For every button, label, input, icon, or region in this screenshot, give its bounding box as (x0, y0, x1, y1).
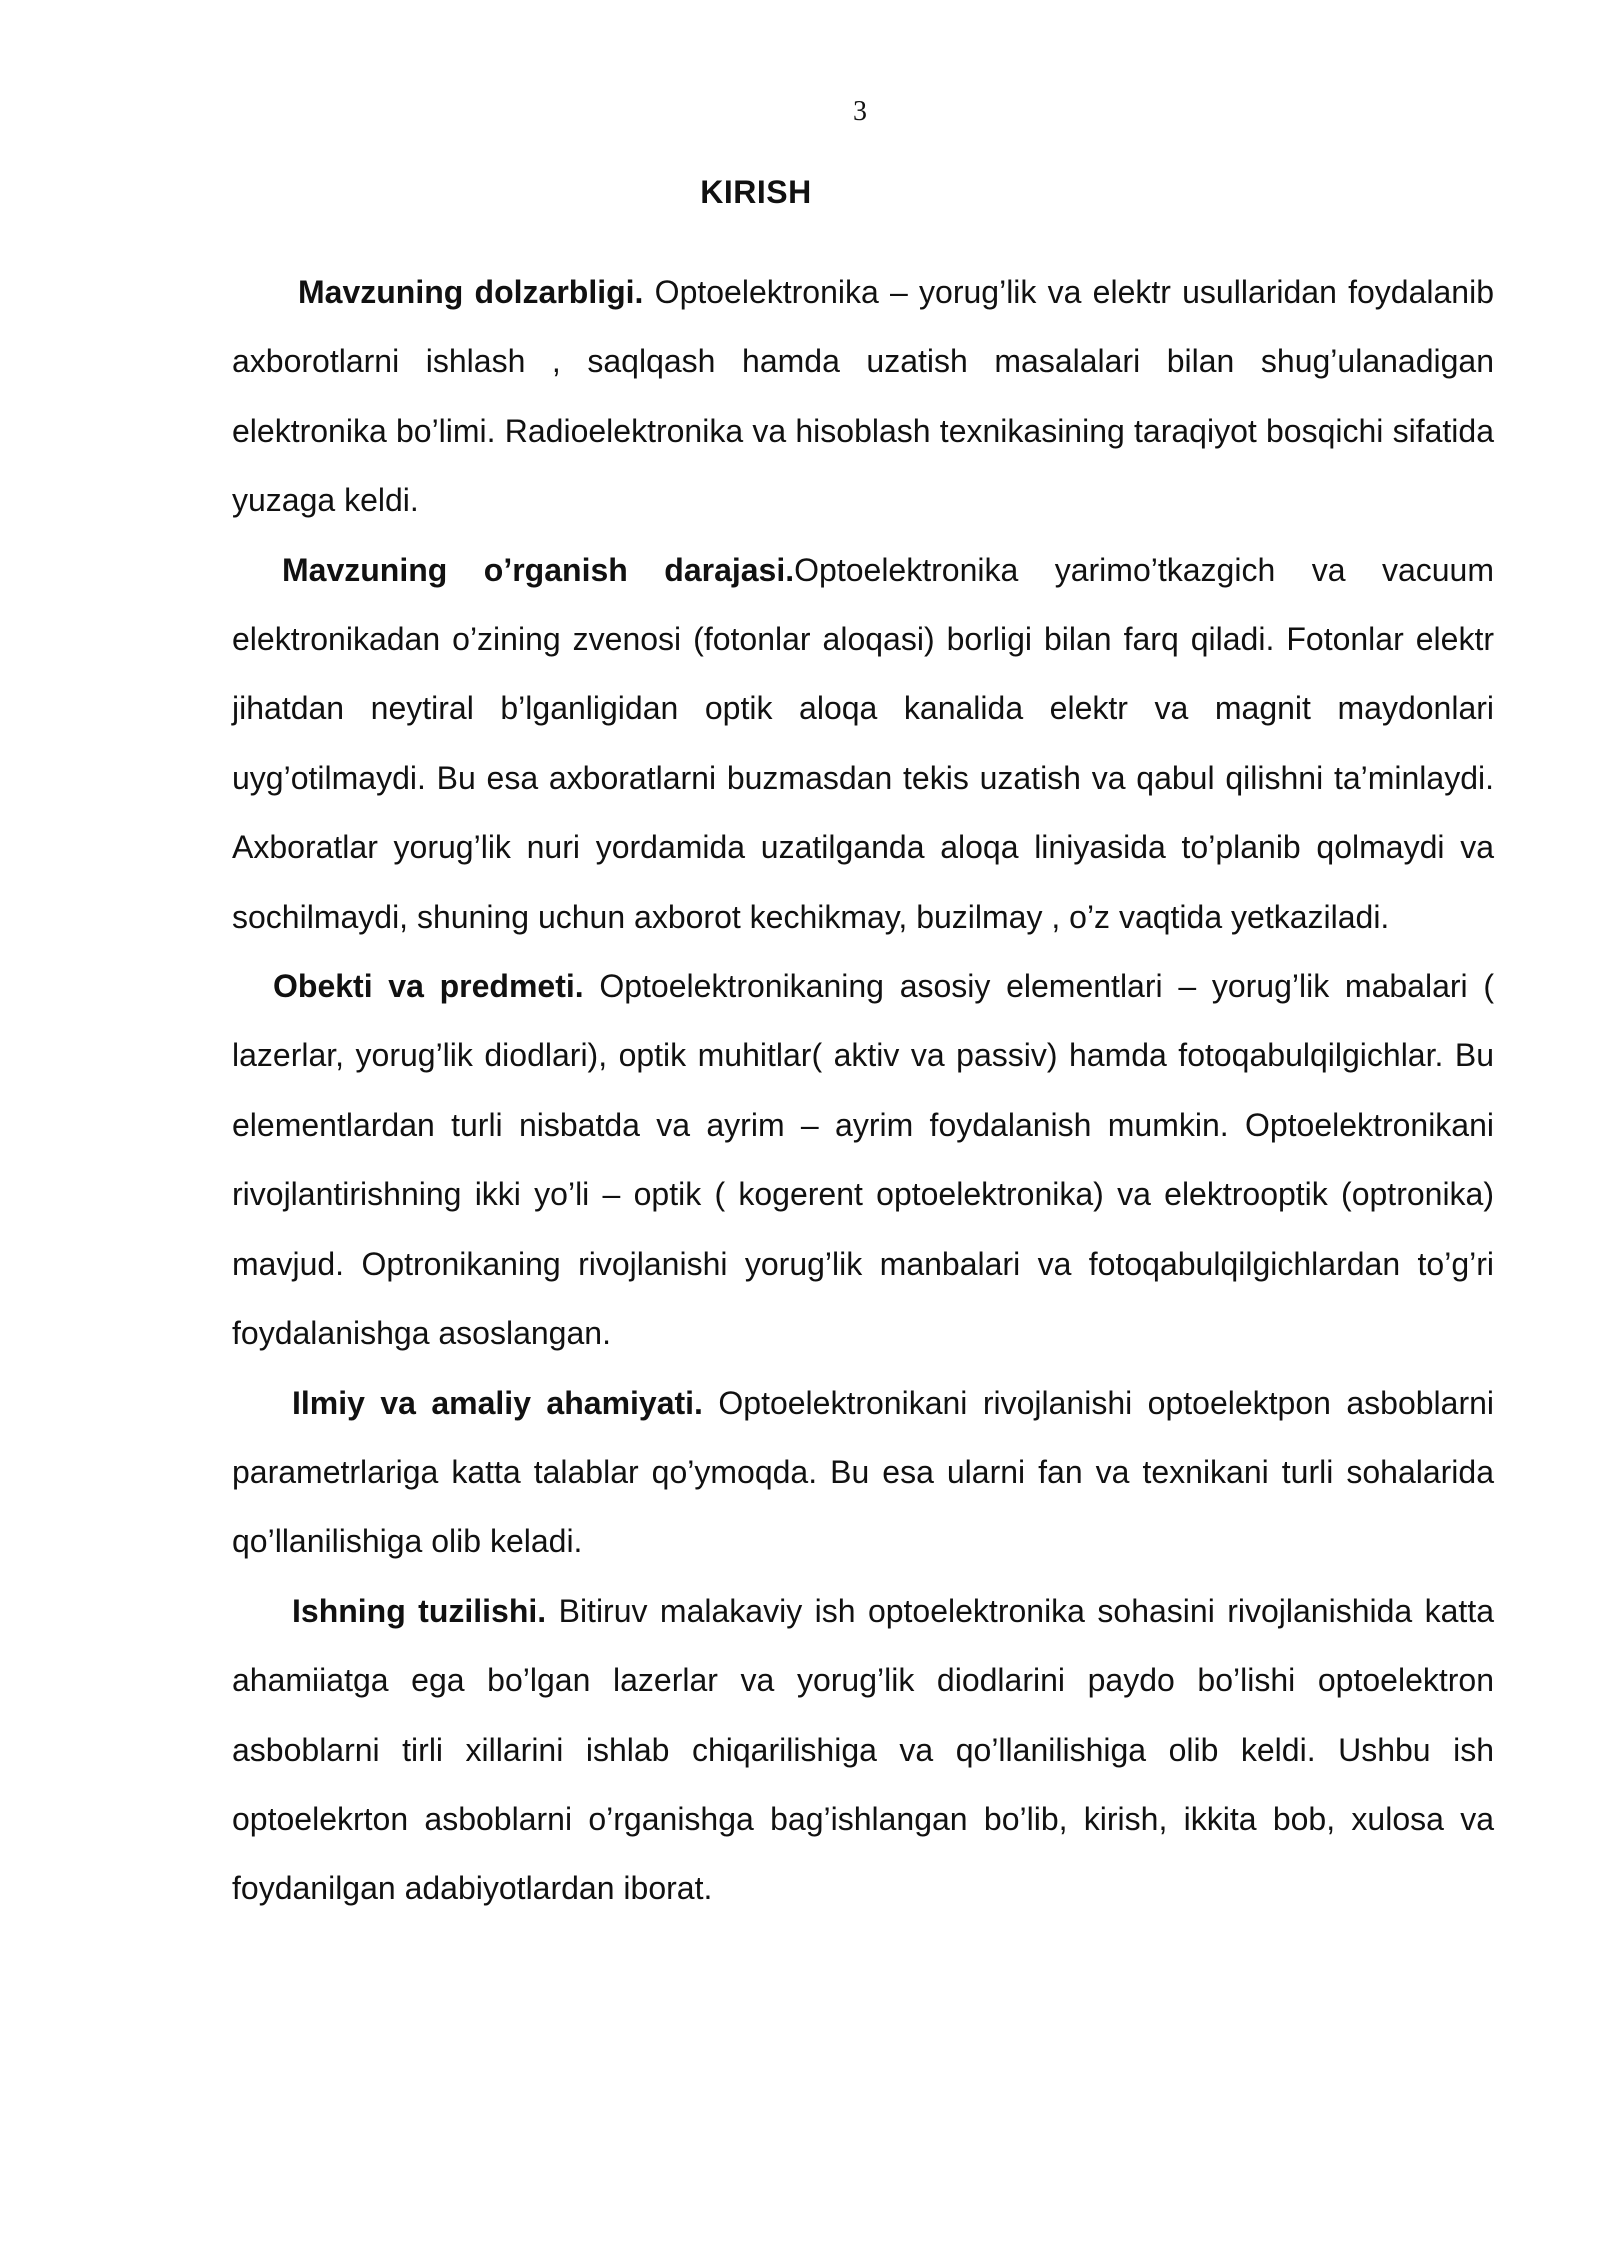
paragraph-text: Optoelektronikani rivojlanishi optoelektpon asboblarni parametrlariga katta talablar qo’ymoqda. Bu esa ularni fan va texnikani turli sohalarida qo’llanilishiga olib keladi. (232, 1384, 1495, 1560)
paragraph-text: Optoelektronika – yorug’lik va elektr usullaridan foydalanib axborotlarni ishlash , saqlqash hamda uzatish masalalari bilan shug’ulanadigan elektronika bo’limi. Radioelektronika va hisoblash texnikasining taraqiyot bosqichi sifatida yuzaga keldi. (232, 274, 1495, 519)
body-text (232, 258, 1494, 1924)
paragraph-title: Ilmiy va amaliy ahamiyati. (292, 1384, 703, 1421)
paragraph-study-level (232, 536, 1494, 952)
paragraph-relevance (232, 258, 1494, 536)
paragraph-text: Optoelektronika yarimo’tkazgich va vacuum elektronikadan o’zining zvenosi (fotonlar aloqasi) borligi bilan farq qiladi. Fotonlar elektr jihatdan neytiral b’lganligidan optik aloqa kanalida elektr va magnit maydonlari uyg’otilmaydi. Bu esa axboratlarni buzmasdan tekis uzatish va qabul qilishni ta’minlaydi. Axboratlar yorug’lik nuri yordamida uzatilganda aloqa liniyasida to’planib qolmaydi va sochilmaydi, shuning uchun axborot kechikmay, buzilmay , o’z vaqtida yetkaziladi. (232, 551, 1495, 935)
page-title: KIRISH (700, 174, 812, 210)
paragraph-text: Optoelektronikaning asosiy elementlari – yorug’lik mabalari ( lazerlar, yorug’lik diodlari), optik muhitlar( aktiv va passiv) hamda fotoqabulqilgichlar. Bu elementlardan turli nisbatda va ayrim – ayrim foydalanish mumkin. Optoelektronikani rivojlantirishning ikki yo’li – optik ( kogerent optoelektronika) va elektrooptik (optronika) mavjud. Optronikaning rivojlanishi yorug’lik manbalari va fotoqabulqilgichlardan to’g’ri foydalanishga asoslangan. (232, 968, 1495, 1352)
paragraph-title: Mavzuning o’rganish darajasi. (282, 551, 795, 588)
page-number: 3 (853, 96, 867, 127)
paragraph-structure (232, 1577, 1494, 1924)
paragraph-title: Mavzuning dolzarbligi. (298, 274, 644, 310)
paragraph-object-subject (232, 952, 1494, 1368)
paragraph-title: Obekti va predmeti. (273, 968, 584, 1005)
paragraph-text: Bitiruv malakaviy ish optoelektronika sohasini rivojlanishida katta ahamiiatga ega bo’lgan lazerlar va yorug’lik diodlarini paydo bo’lishi optoelektron asboblarni tirli xillarini ishlab chiqarilishiga va qo’llanilishiga olib keldi. Ushbu ish optoelekrton asboblarni o’rganishga bag’ishlangan bo’lib, kirish, ikkita bob, xulosa va foydanilgan adabiyotlardan iborat. (232, 1592, 1495, 1907)
paragraph-significance (232, 1369, 1494, 1577)
paragraph-title: Ishning tuzilishi. (292, 1592, 547, 1629)
